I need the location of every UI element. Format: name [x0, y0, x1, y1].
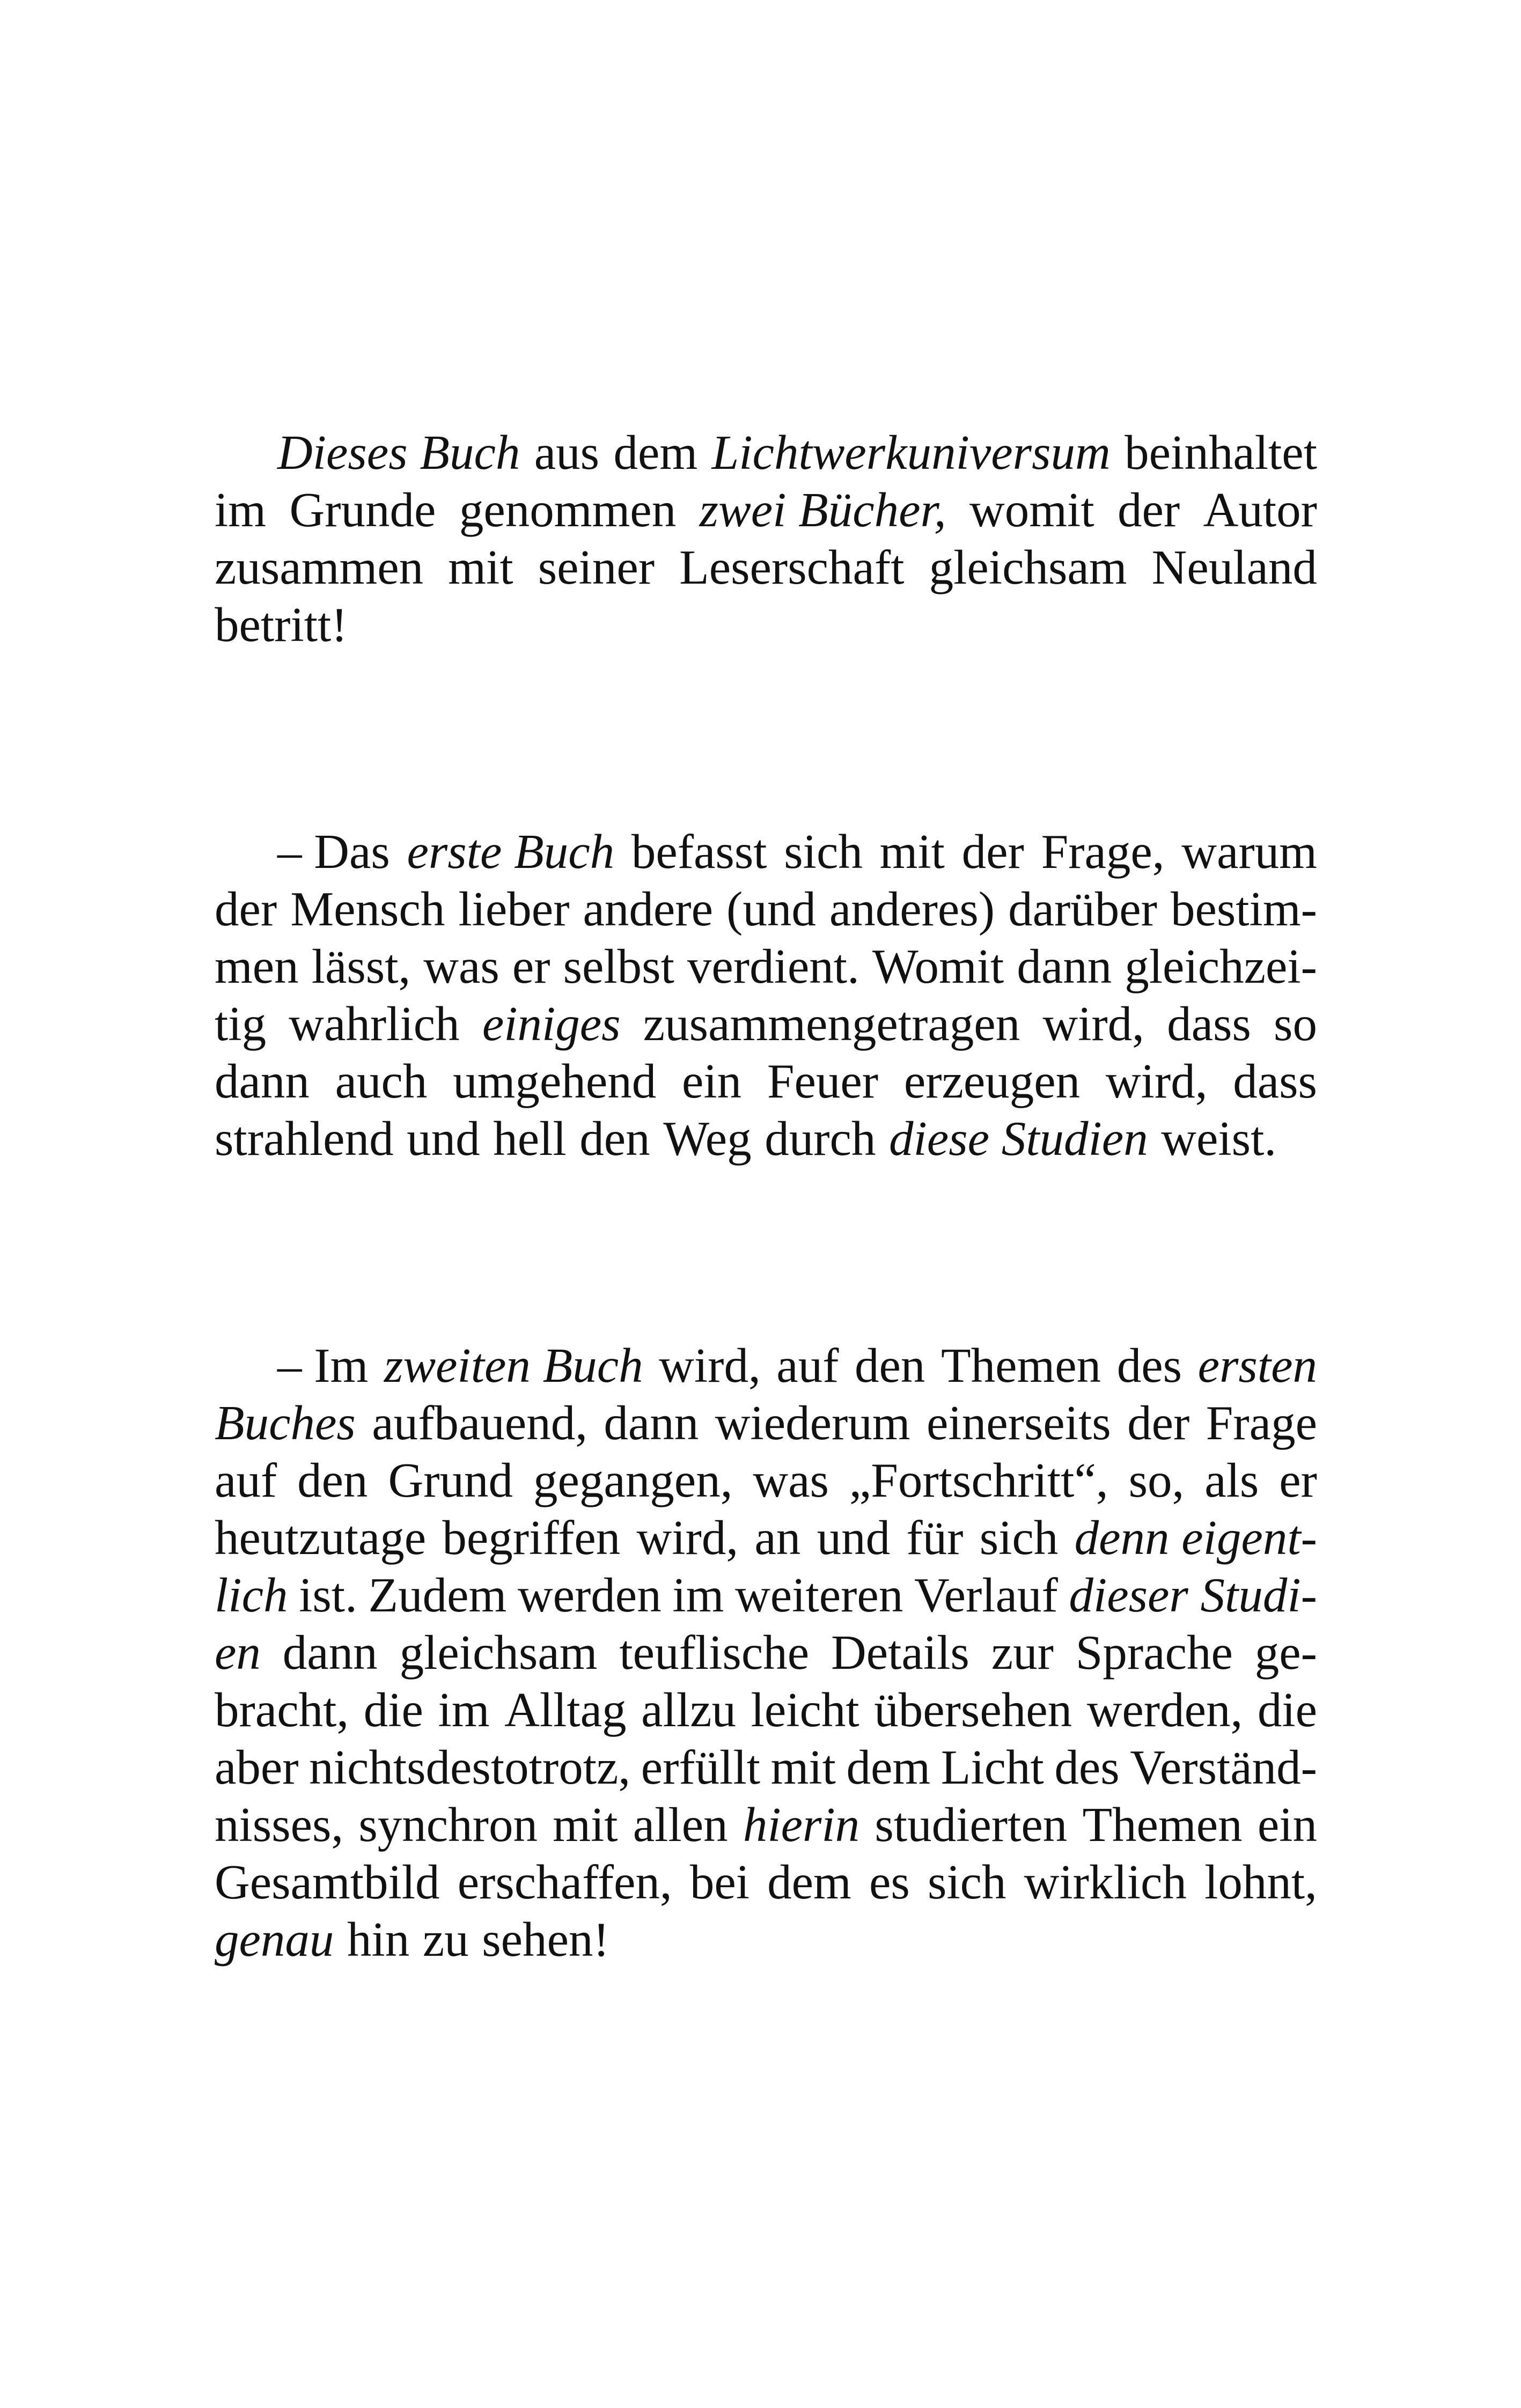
- word: Grund: [388, 1453, 513, 1507]
- word: zu: [422, 1912, 469, 1967]
- word: sich: [927, 1855, 1006, 1909]
- word: werden,: [1086, 1683, 1243, 1737]
- word: „Fortschritt“,: [849, 1453, 1108, 1507]
- word: zusammengetragen: [643, 997, 1020, 1051]
- word: lohnt,: [1204, 1855, 1317, 1909]
- word: lieber: [458, 882, 570, 936]
- word: wahrlich: [289, 997, 460, 1051]
- word: warum: [1181, 824, 1317, 879]
- word: den: [297, 1453, 368, 1507]
- word: den: [579, 1111, 650, 1166]
- word: Themen: [1082, 1798, 1243, 1852]
- text-line: [215, 1110, 1317, 1167]
- paragraph-2: [215, 823, 1317, 1167]
- word: dass: [1167, 997, 1251, 1051]
- word: befasst: [631, 824, 767, 879]
- word: Verständ-: [1130, 1740, 1317, 1794]
- paragraph-1: [215, 424, 1317, 653]
- word: im: [215, 483, 267, 537]
- paragraph-gap: [215, 653, 1317, 823]
- text-line: [215, 424, 1317, 481]
- word: zur: [991, 1625, 1054, 1680]
- word: der: [1127, 1396, 1190, 1450]
- italic-word: en: [215, 1625, 261, 1680]
- word: die: [1257, 1683, 1317, 1737]
- word: womit: [969, 483, 1094, 537]
- word: wird,: [659, 1338, 761, 1393]
- word: Zudem: [368, 1568, 507, 1622]
- word: – Das: [277, 824, 390, 879]
- word: ein: [681, 1054, 742, 1108]
- word: der: [215, 882, 277, 936]
- word: nichtsdestotrotz,: [309, 1740, 631, 1794]
- word: gleichsam: [929, 540, 1127, 594]
- word: einerseits: [927, 1396, 1111, 1450]
- word: allen: [633, 1798, 728, 1852]
- text-line: [215, 1681, 1317, 1739]
- word: verdient.: [687, 939, 859, 993]
- word: es: [869, 1855, 910, 1909]
- word: dass: [1233, 1054, 1317, 1108]
- word: übersehen: [874, 1683, 1072, 1737]
- text-line: [215, 481, 1317, 539]
- italic-word: einiges: [482, 997, 621, 1051]
- word: der: [1118, 483, 1180, 537]
- word: aus: [534, 425, 600, 480]
- word: Gesamtbild: [215, 1855, 440, 1909]
- word: gleichzei-: [1125, 939, 1317, 993]
- italic-word: hierin: [743, 1798, 860, 1852]
- word: (und: [726, 882, 816, 936]
- word: mit: [879, 824, 945, 879]
- word: bestim-: [1170, 882, 1317, 936]
- word: auch: [335, 1054, 428, 1108]
- word: hin: [347, 1912, 410, 1967]
- word: tig: [215, 997, 267, 1051]
- word: weist.: [1161, 1111, 1277, 1166]
- word: studierten: [875, 1798, 1068, 1852]
- word: Grunde: [289, 483, 436, 537]
- word: erzeugen: [903, 1054, 1081, 1108]
- word: hell: [493, 1111, 567, 1166]
- word: Frage: [1206, 1396, 1317, 1450]
- word: auf: [776, 1338, 839, 1393]
- word: lässt,: [311, 939, 411, 993]
- word: weiteren: [735, 1568, 903, 1622]
- italic-word: ersten: [1197, 1338, 1317, 1393]
- word: teuflische: [619, 1625, 810, 1680]
- word: Sprache: [1075, 1625, 1233, 1680]
- text-line: [215, 1624, 1317, 1681]
- text-line: [215, 1853, 1317, 1911]
- word: dann: [1017, 939, 1112, 993]
- word: erfüllt: [641, 1740, 761, 1794]
- text-line: [215, 1911, 1317, 1968]
- word: so,: [1128, 1453, 1185, 1507]
- text-line: [215, 1566, 1317, 1624]
- word: – Im: [277, 1338, 369, 1393]
- text-line: [215, 1394, 1317, 1452]
- word: synchron: [358, 1798, 538, 1852]
- word: ein: [1257, 1798, 1317, 1852]
- word: Details: [831, 1625, 969, 1680]
- text-line: [215, 1337, 1317, 1394]
- word: strahlend: [215, 1111, 394, 1166]
- word: heutzutage: [215, 1511, 427, 1565]
- word: im: [438, 1683, 490, 1737]
- word: Weg: [663, 1111, 752, 1166]
- word: was: [753, 1453, 829, 1507]
- word: was: [423, 939, 499, 993]
- word: sich: [784, 824, 863, 879]
- word: bracht,: [215, 1683, 349, 1737]
- word: wirklich: [1024, 1855, 1187, 1909]
- word: zusammen: [215, 540, 424, 594]
- word: nisses,: [215, 1798, 344, 1852]
- word: beinhaltet: [1125, 425, 1317, 480]
- word: sich: [979, 1511, 1059, 1565]
- word: Autor: [1203, 483, 1317, 537]
- word: dem: [613, 425, 698, 480]
- paragraph-3: [215, 1337, 1317, 1968]
- word: im: [672, 1568, 724, 1622]
- word: wird,: [636, 1511, 739, 1565]
- word: gegangen,: [533, 1453, 733, 1507]
- word: ist.: [299, 1568, 357, 1622]
- word: aber: [215, 1740, 299, 1794]
- word: ge-: [1254, 1625, 1317, 1680]
- italic-word: zwei Bücher,: [699, 483, 946, 537]
- word: Verlauf: [914, 1568, 1058, 1622]
- word: als: [1204, 1453, 1259, 1507]
- word: die: [363, 1683, 423, 1737]
- text-line: [215, 823, 1317, 880]
- italic-word: erste Buch: [407, 824, 615, 879]
- word: leicht: [751, 1683, 859, 1737]
- word: durch: [765, 1111, 876, 1166]
- word: dem: [846, 1740, 931, 1794]
- word: dem: [767, 1855, 851, 1909]
- word: er: [1279, 1453, 1317, 1507]
- italic-word: zweiten Buch: [384, 1338, 643, 1393]
- text-line: [215, 1052, 1317, 1110]
- italic-word: diese Studien: [889, 1111, 1148, 1166]
- text-line: [215, 938, 1317, 995]
- text-line: [215, 1796, 1317, 1853]
- word: den: [855, 1338, 925, 1393]
- word: Feuer: [767, 1054, 879, 1108]
- word: mit: [770, 1740, 836, 1794]
- text-line: [215, 995, 1317, 1052]
- word: so: [1274, 997, 1317, 1051]
- word: an: [754, 1511, 801, 1565]
- word: auf: [215, 1453, 277, 1507]
- word: dann: [604, 1396, 699, 1450]
- word: seiner: [538, 540, 655, 594]
- word: darüber: [1008, 882, 1157, 936]
- word: andere: [583, 882, 713, 936]
- word: Mensch: [290, 882, 445, 936]
- word: Frage,: [1041, 824, 1165, 879]
- text-line: [215, 539, 1317, 596]
- word: mit: [553, 1798, 618, 1852]
- italic-word: genau: [215, 1912, 334, 1967]
- word: wird,: [1042, 997, 1144, 1051]
- text-line: [215, 1509, 1317, 1566]
- word: begriffen: [442, 1511, 621, 1565]
- word: wird,: [1105, 1054, 1208, 1108]
- italic-word: dieser Studi-: [1069, 1568, 1317, 1622]
- word: bei: [689, 1855, 750, 1909]
- italic-word: lich: [215, 1568, 288, 1622]
- word: dann: [215, 1054, 310, 1108]
- word: und: [817, 1511, 891, 1565]
- text-line: [215, 1739, 1317, 1796]
- word: Licht: [940, 1740, 1044, 1794]
- word: er: [512, 939, 550, 993]
- word: Leserschaft: [679, 540, 905, 594]
- word: betritt!: [215, 598, 348, 652]
- italic-word: Dieses Buch: [277, 425, 520, 480]
- text-line: [215, 596, 1317, 653]
- italic-word: Lichtwerkuniversum: [711, 425, 1111, 480]
- word: anderes): [829, 882, 995, 936]
- word: gleichsam: [399, 1625, 598, 1680]
- word: der: [961, 824, 1024, 879]
- word: selbst: [563, 939, 674, 993]
- word: dann: [282, 1625, 378, 1680]
- word: des: [1054, 1740, 1120, 1794]
- word: aufbauend,: [372, 1396, 587, 1450]
- word: Themen: [941, 1338, 1101, 1393]
- text-line: [215, 1452, 1317, 1509]
- italic-word: Buches: [215, 1396, 356, 1450]
- word: werden: [517, 1568, 662, 1622]
- word: umgehend: [453, 1054, 657, 1108]
- word: und: [407, 1111, 480, 1166]
- text-line: [215, 880, 1317, 938]
- word: genommen: [459, 483, 677, 537]
- italic-word: denn eigent-: [1074, 1511, 1317, 1565]
- body-text: [215, 424, 1317, 1968]
- word: erschaffen,: [457, 1855, 672, 1909]
- word: men: [215, 939, 299, 993]
- word: Neuland: [1151, 540, 1317, 594]
- word: Womit: [872, 939, 1004, 993]
- word: des: [1116, 1338, 1182, 1393]
- word: für: [906, 1511, 964, 1565]
- paragraph-gap: [215, 1167, 1317, 1337]
- word: mit: [448, 540, 513, 594]
- word: Alltag: [504, 1683, 627, 1737]
- word: allzu: [641, 1683, 736, 1737]
- word: wiederum: [715, 1396, 910, 1450]
- word: sehen!: [482, 1912, 609, 1967]
